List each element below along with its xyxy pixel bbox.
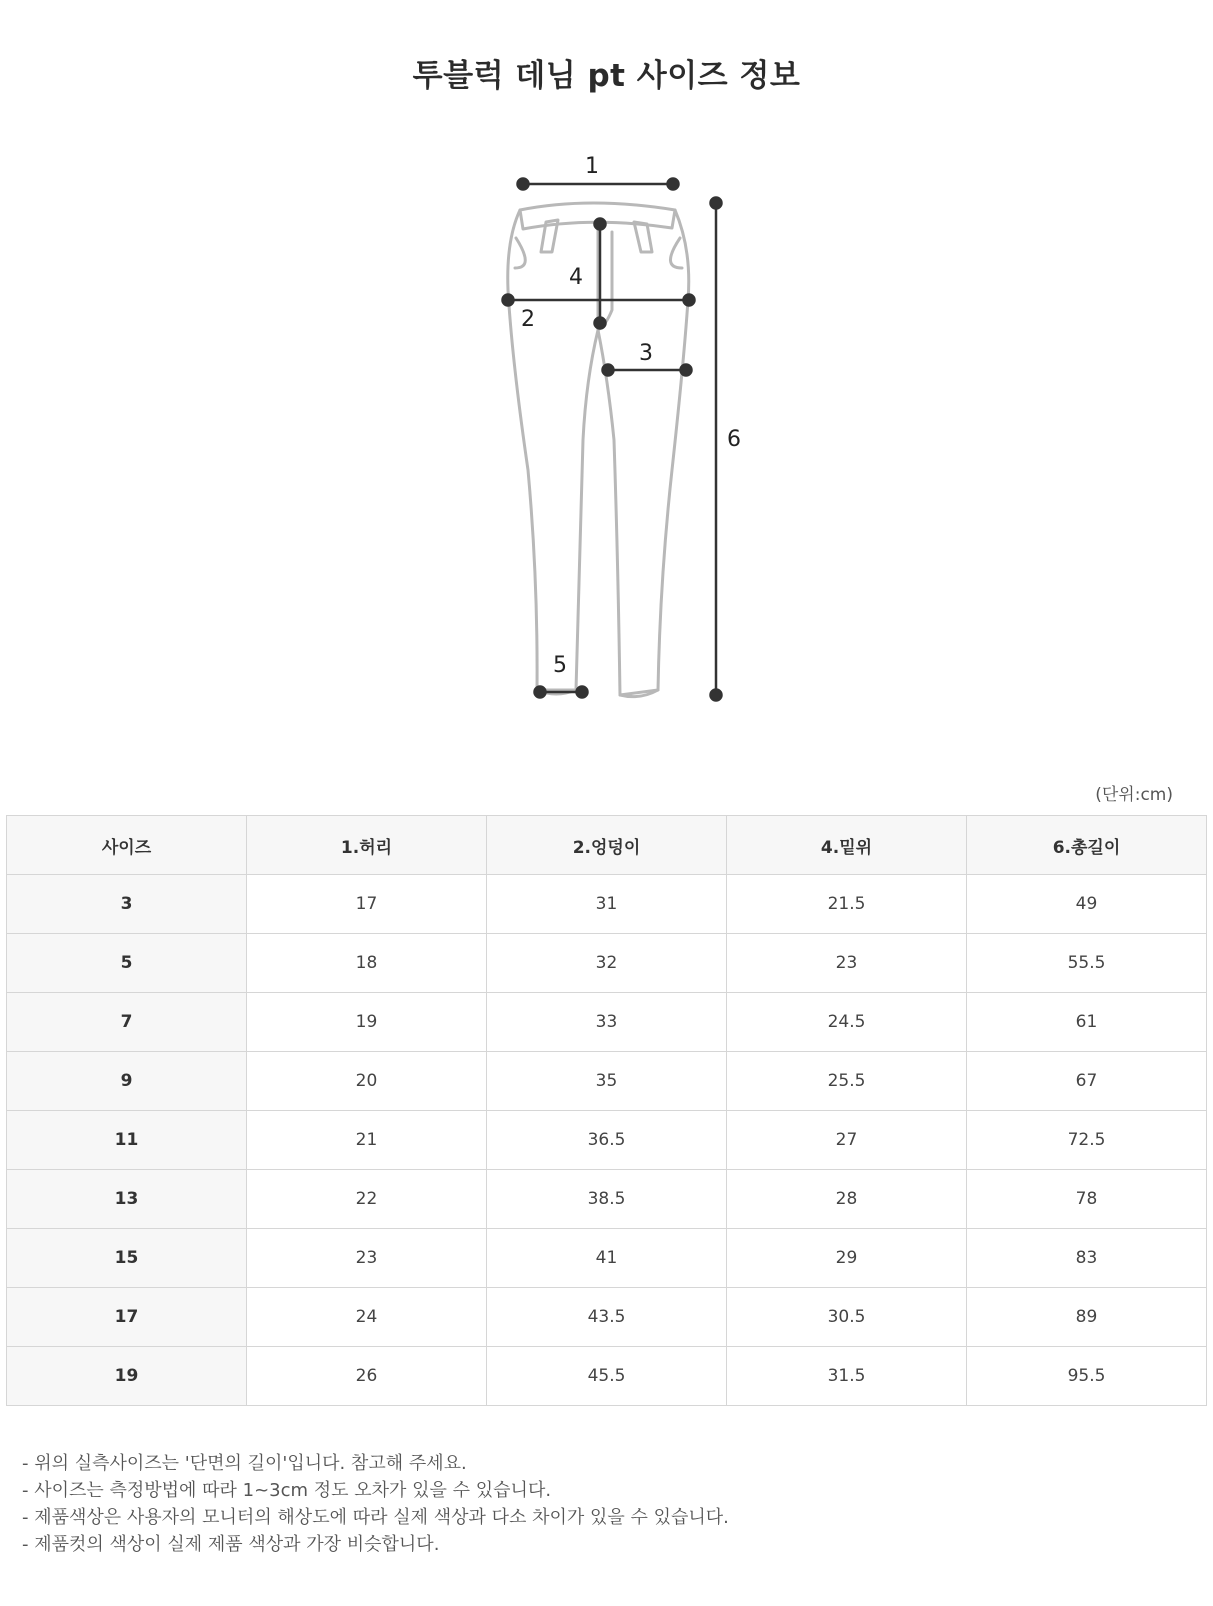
table-row <box>7 934 1207 993</box>
waist-cell: 24 <box>247 1288 487 1347</box>
rise-cell: 27 <box>727 1111 967 1170</box>
hip-cell: 32 <box>487 934 727 993</box>
page-title: 투블럭 데님 pt 사이즈 정보 <box>412 58 801 94</box>
length-cell: 89 <box>967 1288 1207 1347</box>
table-header-row <box>7 816 1207 875</box>
rise-cell: 24.5 <box>727 993 967 1052</box>
size-cell: 13 <box>7 1170 247 1229</box>
size-cell: 15 <box>7 1229 247 1288</box>
size-table <box>6 815 1207 1406</box>
rise-cell: 31.5 <box>727 1347 967 1406</box>
size-cell: 19 <box>7 1347 247 1406</box>
waist-cell: 18 <box>247 934 487 993</box>
size-cell: 17 <box>7 1288 247 1347</box>
length-cell: 83 <box>967 1229 1207 1288</box>
size-cell: 5 <box>7 934 247 993</box>
size-cell: 7 <box>7 993 247 1052</box>
length-cell: 49 <box>967 875 1207 934</box>
measure-labels <box>521 154 741 678</box>
size-cell: 11 <box>7 1111 247 1170</box>
hip-cell: 36.5 <box>487 1111 727 1170</box>
hip-cell: 35 <box>487 1052 727 1111</box>
note-line: - 제품컷의 색상이 실제 제품 색상과 가장 비슷합니다. <box>22 1534 440 1555</box>
unit-label: (단위:cm) <box>1095 785 1173 805</box>
rise-cell: 25.5 <box>727 1052 967 1111</box>
hip-cell: 38.5 <box>487 1170 727 1229</box>
note-line: - 제품색상은 사용자의 모니터의 해상도에 따라 실제 색상과 다소 차이가 있을 수 있습니다. <box>22 1507 729 1528</box>
table-row <box>7 1170 1207 1229</box>
waist-cell: 19 <box>247 993 487 1052</box>
waist-cell: 26 <box>247 1347 487 1406</box>
label-3: 3 <box>639 341 653 366</box>
label-2: 2 <box>521 307 535 332</box>
table-row <box>7 1111 1207 1170</box>
rise-cell: 29 <box>727 1229 967 1288</box>
label-4: 4 <box>569 265 583 290</box>
hip-cell: 43.5 <box>487 1288 727 1347</box>
length-cell: 72.5 <box>967 1111 1207 1170</box>
length-cell: 95.5 <box>967 1347 1207 1406</box>
rise-cell: 30.5 <box>727 1288 967 1347</box>
waist-cell: 22 <box>247 1170 487 1229</box>
size-cell: 9 <box>7 1052 247 1111</box>
header-hip: 2.엉덩이 <box>487 816 727 875</box>
notes <box>22 1450 729 1558</box>
table-row <box>7 1347 1207 1406</box>
header-waist: 1.허리 <box>247 816 487 875</box>
hip-cell: 41 <box>487 1229 727 1288</box>
header-size: 사이즈 <box>7 816 247 875</box>
label-6: 6 <box>727 427 741 452</box>
table-row <box>7 1229 1207 1288</box>
waist-cell: 21 <box>247 1111 487 1170</box>
rise-cell: 21.5 <box>727 875 967 934</box>
pants-outline <box>508 203 689 697</box>
table-row <box>7 875 1207 934</box>
waist-cell: 17 <box>247 875 487 934</box>
label-1: 1 <box>585 154 599 179</box>
note-line: - 사이즈는 측정방법에 따라 1~3cm 정도 오차가 있을 수 있습니다. <box>22 1480 552 1501</box>
table-row <box>7 1288 1207 1347</box>
rise-cell: 28 <box>727 1170 967 1229</box>
waist-cell: 23 <box>247 1229 487 1288</box>
length-cell: 55.5 <box>967 934 1207 993</box>
hip-cell: 33 <box>487 993 727 1052</box>
pants-measurement-diagram <box>0 0 1213 720</box>
table-row <box>7 993 1207 1052</box>
length-cell: 78 <box>967 1170 1207 1229</box>
size-cell: 3 <box>7 875 247 934</box>
note-line: - 위의 실측사이즈는 '단면의 길이'입니다. 참고해 주세요. <box>22 1453 467 1474</box>
hip-cell: 45.5 <box>487 1347 727 1406</box>
rise-cell: 23 <box>727 934 967 993</box>
header-rise: 4.밑위 <box>727 816 967 875</box>
label-5: 5 <box>553 653 567 678</box>
table-row <box>7 1052 1207 1111</box>
hip-cell: 31 <box>487 875 727 934</box>
waist-cell: 20 <box>247 1052 487 1111</box>
length-cell: 67 <box>967 1052 1207 1111</box>
length-cell: 61 <box>967 993 1207 1052</box>
header-length: 6.총길이 <box>967 816 1207 875</box>
